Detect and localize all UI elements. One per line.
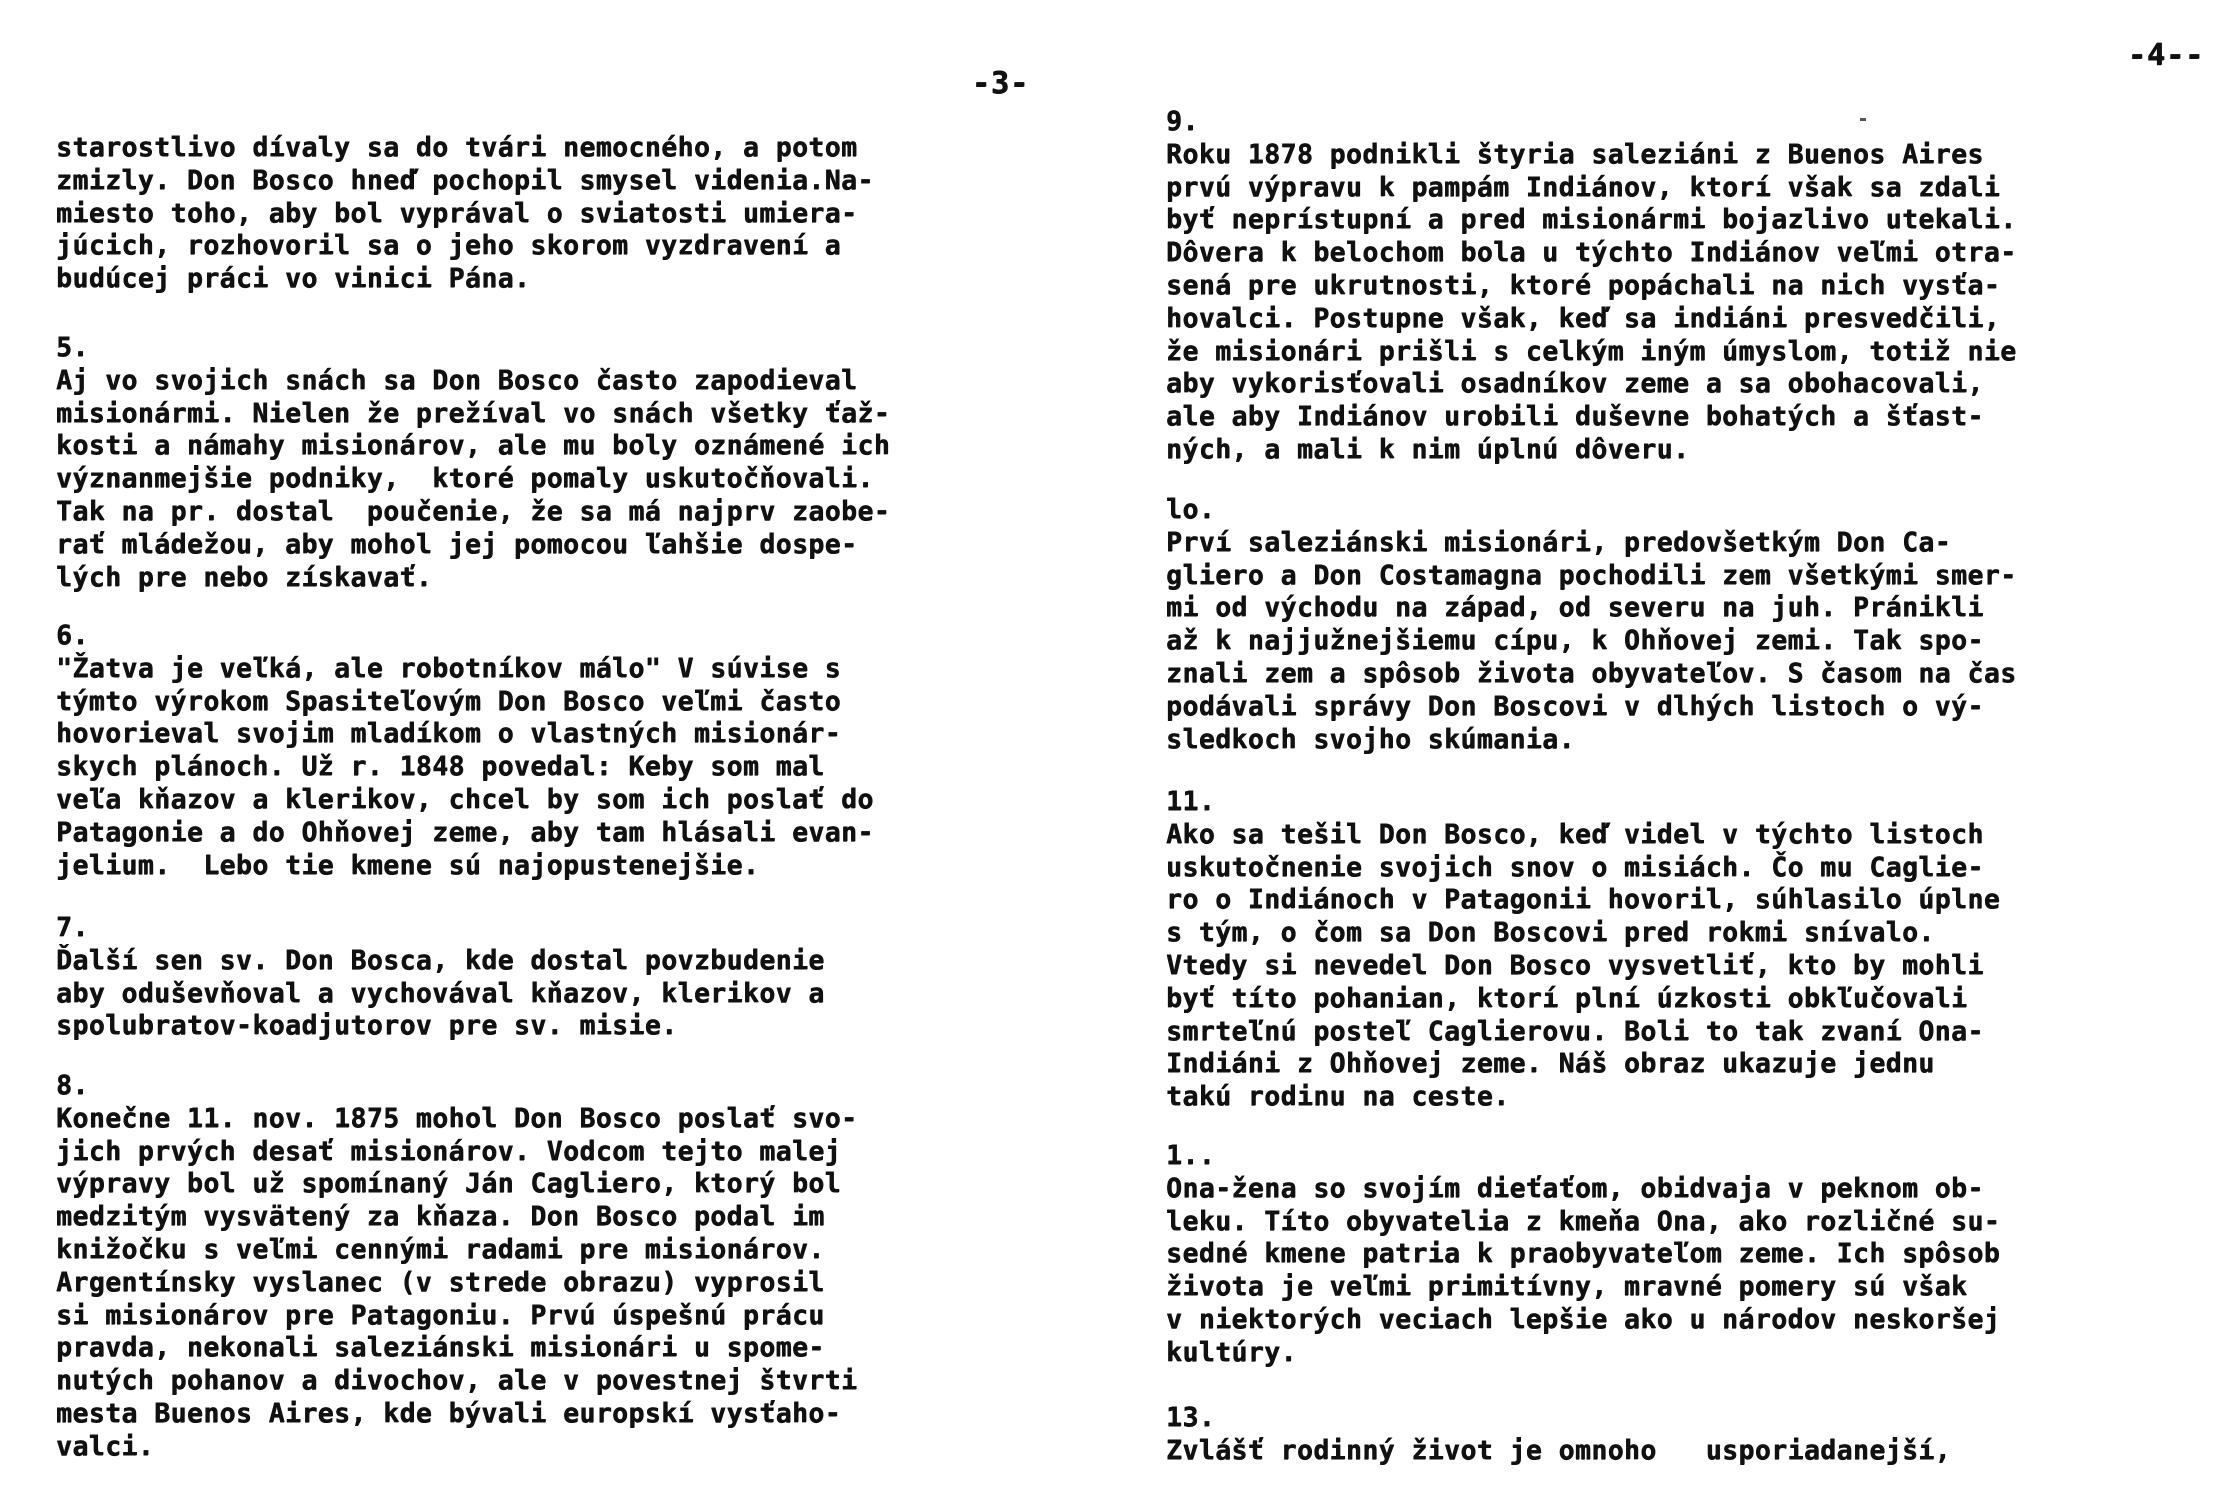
text-line: že misionári prišli s celkým iným úmyslom, totiž nie [1166, 335, 2017, 367]
text-line: mesta Buenos Aires, kde bývali europskí vysťaho- [56, 1397, 842, 1429]
text-line: takú rodinu na ceste. [1166, 1081, 1510, 1113]
text-line: Zvlášť rodinný život je omnoho usporiadanejší, [1166, 1434, 1952, 1466]
text-line: Roku 1878 podnikli štyria saleziáni z Buenos Aires [1166, 138, 1984, 170]
text-line: si misionárov pre Patagoniu. Prvú úspešnú prácu [56, 1299, 825, 1331]
text-line: spolubratov-koadjutorov pre sv. misie. [56, 1010, 678, 1042]
text-line: kosti a námahy misionárov, ale mu boly oznámené ich [56, 430, 891, 462]
text-line: Argentínsky vyslanec (v strede obrazu) vyprosil [56, 1266, 825, 1298]
text-line: Indiáni z Ohňovej zeme. Náš obraz ukazuje jednu [1166, 1048, 1935, 1080]
text-line: starostlivo dívaly sa do tvári nemocného, a potom [56, 132, 858, 163]
text-line: života je veľmi primitívny, mravné pomery sú však [1166, 1271, 1968, 1303]
text-line: s tým, o čom sa Don Boscovi pred rokmi snívalo. [1166, 917, 1935, 949]
text-line: ale aby Indiánov urobili duševne bohatých a šťast- [1166, 401, 1984, 433]
right-section-12 [1166, 1140, 2000, 1370]
text-line: Prví saleziánski misionári, predovšetkým Don Ca- [1166, 526, 1952, 558]
text-line: kultúry. [1166, 1336, 1297, 1368]
text-line: leku. Títo obyvatelia z kmeňa Ona, ako rozličné su- [1166, 1205, 2001, 1237]
text-line: sená pre ukrutnosti, ktoré popáchali na nich vysťa- [1166, 269, 2001, 301]
left-section-intro [56, 132, 874, 296]
text-line: Konečne 11. nov. 1875 mohol Don Bosco poslať svo- [56, 1102, 858, 1134]
text-line: pravda, nekonali saleziánski misionári u spome- [56, 1332, 825, 1364]
section-number: 11. [1166, 786, 1216, 817]
text-line: až k najjužnejšiemu cípu, k Ohňovej zemi. Tak spo- [1166, 625, 1984, 657]
text-line: ro o Indiánoch v Patagonii hovoril, súhlasilo úplne [1166, 884, 2001, 916]
text-line: valci. [56, 1430, 155, 1462]
right-section-11 [1166, 786, 2000, 1114]
text-line: Tak na pr. dostal poučenie, že sa má najprv zaobe- [56, 495, 891, 527]
text-line: nutých pohanov a divochov, ale v povestnej štvrti [56, 1365, 858, 1397]
text-line: uskutočnenie svojich snov o misiách. Čo mu Caglie- [1166, 851, 1984, 883]
text-line: veľa kňazov a klerikov, chcel by som ich poslať do [56, 783, 874, 815]
left-section-7 [56, 912, 825, 1043]
text-line: gliero a Don Costamagna pochodili zem všetkými smer- [1166, 559, 2017, 591]
text-line: Ako sa tešil Don Bosco, keď videl v týchto listoch [1166, 818, 1984, 850]
left-section-5 [56, 332, 890, 594]
text-line: rať mládežou, aby mohol jej pomocou ľahšie dospe- [56, 528, 858, 560]
text-line: jelium. Lebo tie kmene sú najopustenejšie. [56, 849, 760, 881]
text-line: Dôvera k belochom bola u týchto Indiánov veľmi otra- [1166, 237, 2017, 269]
left-section-6 [56, 620, 874, 882]
text-line: význanmejšie podniky, ktoré pomaly uskutočňovali. [56, 463, 874, 495]
section-number: 7. [56, 912, 89, 943]
right-page-number: -4-- [2128, 38, 2205, 73]
left-section-8 [56, 1070, 857, 1464]
text-line: aby vykorisťovali osadníkov zeme a sa obohacovali, [1166, 368, 1984, 400]
text-line: lých pre nebo získavať. [56, 561, 433, 593]
right-section-9 [1166, 106, 2016, 467]
text-line: znali zem a spôsob života obyvateľov. S časom na čas [1166, 657, 2017, 689]
text-line: "Žatva je veľká, ale robotníkov málo" V súvise s [56, 652, 842, 684]
text-line: misionármi. Nielen že prežíval vo snách všetky ťaž- [56, 397, 891, 429]
text-line: hovorieval svojim mladíkom o vlastných misionár- [56, 718, 842, 750]
text-line: smrteľnú posteľ Caglierovu. Boli to tak zvaní Ona- [1166, 1015, 1984, 1047]
text-line: zmizly. Don Bosco hneď pochopil smysel videnia.Na- [56, 164, 874, 196]
right-section-13 [1166, 1402, 1951, 1468]
text-line: Ďalší sen sv. Don Bosca, kde dostal povzbudenie [56, 944, 825, 976]
left-page-number: -3- [972, 66, 1030, 101]
section-number: 9. [1166, 106, 1199, 137]
text-line: júcich, rozhovoril sa o jeho skorom vyzdravení a [56, 230, 842, 262]
text-line: Patagonie a do Ohňovej zeme, aby tam hlásali evan- [56, 816, 874, 848]
section-number: 1.. [1166, 1140, 1216, 1171]
text-line: výpravy bol už spomínaný Ján Cagliero, ktorý bol [56, 1168, 842, 1200]
text-line: sledkoch svojho skúmania. [1166, 723, 1575, 755]
text-line: Aj vo svojich snách sa Don Bosco často zapodieval [56, 364, 858, 396]
right-section-10 [1166, 494, 2016, 756]
text-line: Ona-žena so svojím dieťaťom, obidvaja v peknom ob- [1166, 1172, 1984, 1204]
section-number: 5. [56, 332, 89, 363]
text-line: v niektorých veciach lepšie ako u národov neskoršej [1166, 1303, 2001, 1335]
text-line: medzitým vysvätený za kňaza. Don Bosco podal im [56, 1201, 825, 1233]
text-line: jich prvých desať misionárov. Vodcom tejto malej [56, 1135, 842, 1167]
text-line: budúcej práci vo vinici Pána. [56, 263, 531, 295]
text-line: hovalci. Postupne však, keď sa indiáni presvedčili, [1166, 302, 2001, 334]
text-line: sedné kmene patria k praobyvateľom zeme. Ich spôsob [1166, 1238, 2001, 1270]
text-line: prvú výpravu k pampám Indiánov, ktorí však sa zdali [1166, 171, 2001, 203]
section-number: lo. [1166, 494, 1216, 525]
text-line: Vtedy si nevedel Don Bosco vysvetliť, kto by mohli [1166, 949, 1984, 981]
text-line: týmto výrokom Spasiteľovým Don Bosco veľmi často [56, 685, 842, 717]
text-line: miesto toho, aby bol vyprával o sviatosti umiera- [56, 197, 858, 229]
text-line: ných, a mali k nim úplnú dôveru. [1166, 433, 1690, 465]
section-number: 6. [56, 620, 89, 651]
text-line: podávali správy Don Boscovi v dlhých listoch o vý- [1166, 690, 1984, 722]
text-line: byť neprístupní a pred misionármi bojazlivo utekali. [1166, 204, 2017, 236]
section-number: 13. [1166, 1402, 1216, 1433]
text-line: skych plánoch. Už r. 1848 povedal: Keby som mal [56, 751, 825, 783]
text-line: knižočku s veľmi cennými radami pre misionárov. [56, 1233, 825, 1265]
section-number: 8. [56, 1070, 89, 1101]
text-line: mi od východu na západ, od severu na juh. Pránikli [1166, 592, 1984, 624]
text-line: aby oduševňoval a vychovával kňazov, klerikov a [56, 977, 825, 1009]
text-line: byť títo pohanian, ktorí plní úzkosti obkľučovali [1166, 982, 1968, 1014]
